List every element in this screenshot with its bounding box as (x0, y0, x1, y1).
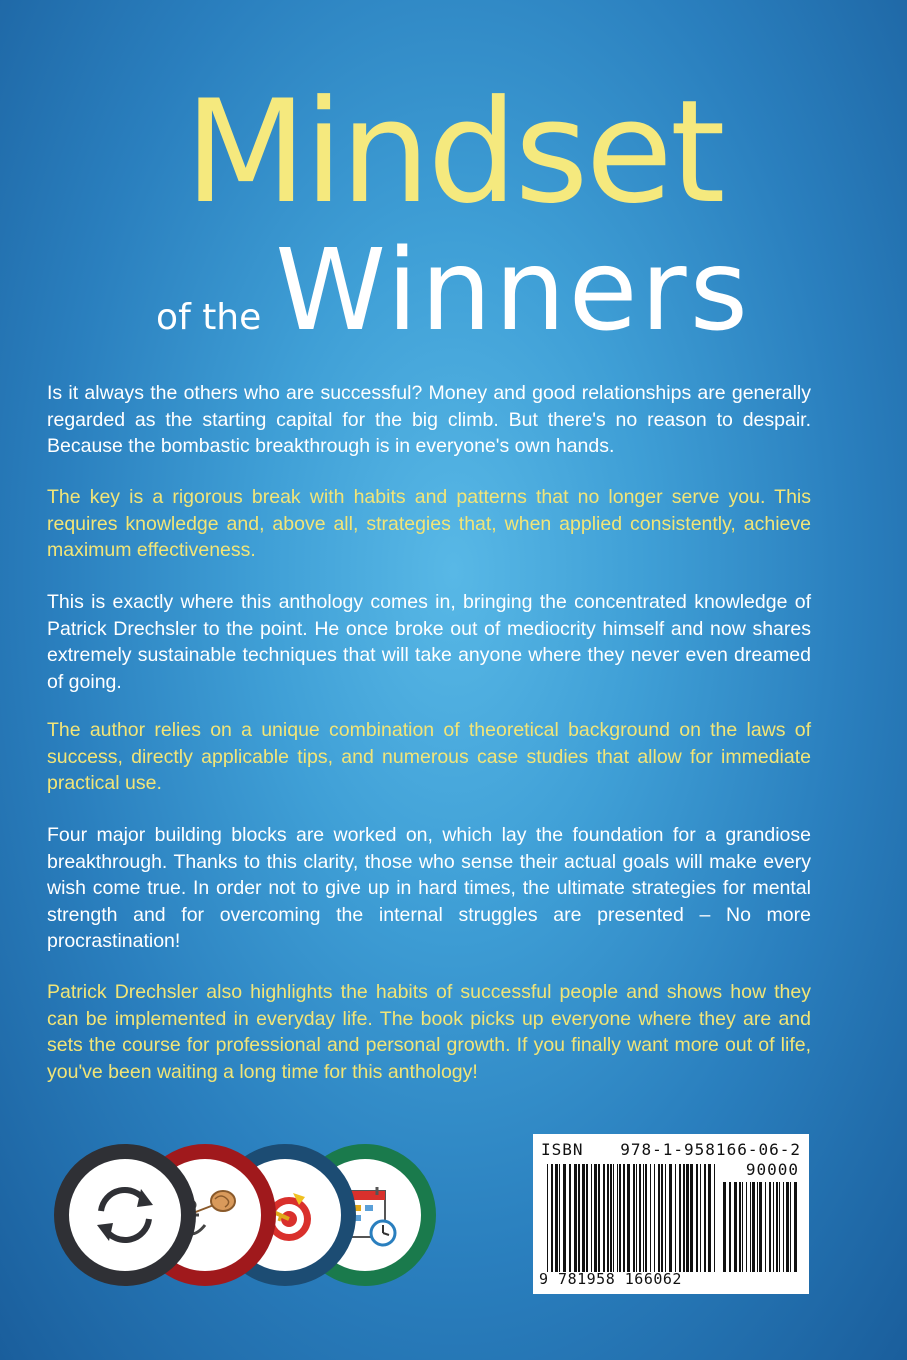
title-of-the: of the (156, 297, 262, 338)
barcode-bar (559, 1164, 560, 1272)
barcode-bar (551, 1164, 553, 1272)
barcode-bar (547, 1164, 548, 1272)
barcode-bar (776, 1182, 778, 1272)
barcode-bar (723, 1182, 726, 1272)
barcode-bars-main (547, 1164, 715, 1272)
barcode-bar (708, 1164, 711, 1272)
cycle-arrows-icon (83, 1173, 167, 1257)
barcode-bar (734, 1182, 737, 1272)
blurb-paragraph-2: The key is a rigorous break with habits and patterns that no longer serve you. This requires knowledge and, above all, strategies that, when applied consistently, achieve maximum effectiveness. (47, 486, 811, 561)
barcode-bar (752, 1182, 755, 1272)
barcode-bar (636, 1164, 637, 1272)
blurb-paragraph-1: Is it always the others who are successful? Money and good relationships are generally regarded as the starting capital for the big climb. But there's no reason to despair. Because the bombastic breakthrough is in everyone's own hands. (47, 382, 811, 457)
barcode-bar (765, 1182, 766, 1272)
barcode-bar (779, 1182, 780, 1272)
title-line-two (0, 226, 907, 356)
barcode-bar (650, 1164, 651, 1272)
barcode-bar (594, 1164, 597, 1272)
barcode-bar (794, 1182, 797, 1272)
barcode-bar (555, 1164, 558, 1272)
barcode-bar (578, 1164, 580, 1272)
barcode-bar (658, 1164, 660, 1272)
barcode-bar (759, 1182, 762, 1272)
barcode-bar (633, 1164, 635, 1272)
barcode-bar (645, 1164, 647, 1272)
barcode-bar (582, 1164, 585, 1272)
barcode-bar (665, 1164, 666, 1272)
isbn-label: ISBN (541, 1140, 584, 1159)
barcode-bar (586, 1164, 588, 1272)
barcode-bar (603, 1164, 605, 1272)
title-mindset: Mindset (184, 70, 723, 235)
barcode-bar (750, 1182, 751, 1272)
blurb-paragraph-6: Patrick Drechsler also highlights the habits of successful people and shows how they can be implemented in everyday life. The book picks up everyone where they are and sets the course for professional and personal growth. If you finally want more out of life, you've been waiting a long time for this anthology! (47, 981, 811, 1083)
barcode-bar (729, 1182, 731, 1272)
barcode-bar (627, 1164, 630, 1272)
barcode-bar (563, 1164, 566, 1272)
barcode-bar (574, 1164, 577, 1272)
barcode-bars-addon (723, 1182, 799, 1272)
barcode-bar (639, 1164, 641, 1272)
barcode-bar (742, 1182, 743, 1272)
barcode-bar (704, 1164, 706, 1272)
barcode-bar (700, 1164, 701, 1272)
barcode-bar (619, 1164, 621, 1272)
barcode-bar (598, 1164, 600, 1272)
barcode-bar (623, 1164, 625, 1272)
barcode-bar (746, 1182, 747, 1272)
barcode-bar (686, 1164, 689, 1272)
barcode-bar (696, 1164, 698, 1272)
barcode-bar (613, 1164, 614, 1272)
barcode-bar (617, 1164, 618, 1272)
barcode-bar (790, 1182, 791, 1272)
barcode-bar (643, 1164, 644, 1272)
barcode-bar (714, 1164, 715, 1272)
barcode-bar (669, 1164, 672, 1272)
blurb-paragraph-3: This is exactly where this anthology comes in, bringing the concentrated knowledge of Patrick Drechsler to the point. He once broke out of mediocrity himself and now shares extremely sustainable techniques that will take anyone where they never even dreamed of going. (47, 591, 811, 693)
circle-cycle (54, 1144, 196, 1286)
barcode-bar (786, 1182, 789, 1272)
barcode-bar (739, 1182, 741, 1272)
barcode-bar (769, 1182, 771, 1272)
isbn-text (541, 1140, 801, 1159)
isbn-barcode (533, 1134, 809, 1294)
isbn-number: 978-1-958166-06-2 (620, 1140, 801, 1159)
barcode-bar (654, 1164, 655, 1272)
barcode-bar (569, 1164, 571, 1272)
barcode-bar (783, 1182, 784, 1272)
barcode-bar (661, 1164, 663, 1272)
title-winners: Winners (275, 226, 751, 356)
barcode-bar (591, 1164, 592, 1272)
barcode-bar (690, 1164, 693, 1272)
blurb-paragraph-4: The author relies on a unique combination of theoretical background on the laws of success, directly applicable tips, and numerous case studies that allow for immediate practical use. (47, 719, 811, 794)
barcode-bar (679, 1164, 681, 1272)
price-code: 90000 (745, 1160, 799, 1179)
barcode-bar (773, 1182, 774, 1272)
barcode-bar (675, 1164, 676, 1272)
barcode-bar (610, 1164, 612, 1272)
blurb-paragraph-5: Four major building blocks are worked on, which lay the foundation for a grandiose breakthrough. Thanks to this clarity, those who sense their actual goals will make every wish come true. In order not to give up in hard times, the ultimate strategies for mental strength and for overcoming the internal struggles are presented – No more procrastination! (47, 824, 811, 952)
barcode-bar (607, 1164, 609, 1272)
barcode-digits: 9 781958 166062 (539, 1270, 682, 1288)
barcode-bar (683, 1164, 685, 1272)
barcode-bar (757, 1182, 758, 1272)
building-blocks-circles (48, 1140, 428, 1288)
